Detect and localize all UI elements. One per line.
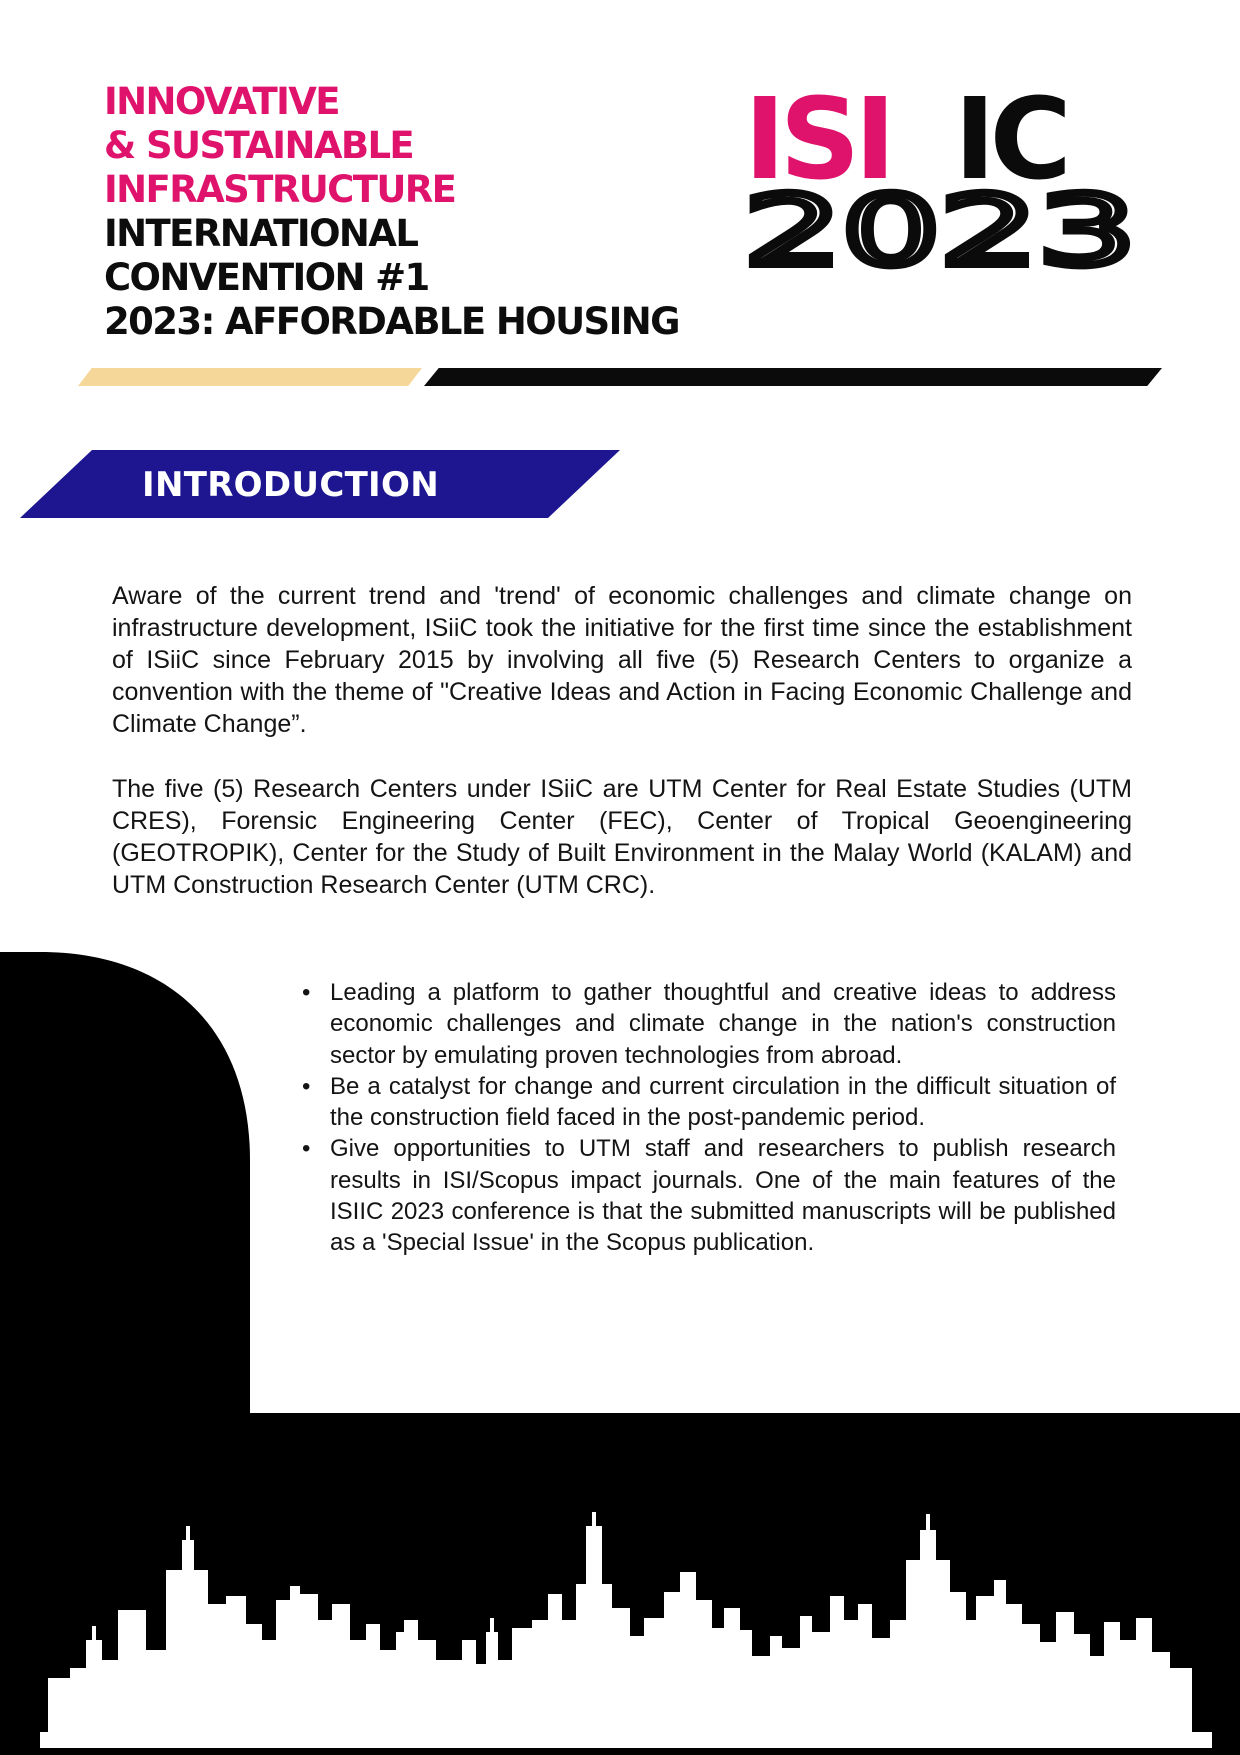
title-line-5: CONVENTION #1 — [104, 256, 429, 299]
list-item-text: Give opportunities to UTM staff and researchers to publish research results in ISI/Scopus impact journals. One of the main features of the ISIIC 2023 conference is that the submitted manuscripts will be published as a 'Special Issue' in the Scopus publication. — [330, 1135, 1116, 1257]
list-item — [302, 977, 1116, 1071]
convention-title — [104, 80, 724, 344]
logo-year: 2023 — [744, 175, 1136, 282]
title-line-1: INNOVATIVE — [104, 80, 339, 123]
divider-stripe-tan — [78, 368, 422, 386]
logo-text-isi: ISI — [744, 92, 891, 205]
list-item-text: Leading a platform to gather thoughtful and creative ideas to address economic challenges and climate change in the nation's construction sector by emulating proven technologies from abroad. — [330, 979, 1116, 1069]
isiic-2023-logo — [740, 92, 1140, 282]
title-line-6: 2023: AFFORDABLE HOUSING — [104, 300, 679, 343]
section-title: INTRODUCTION — [142, 465, 439, 505]
title-line-4: INTERNATIONAL — [104, 212, 418, 255]
title-line-3: INFRASTRUCTURE — [104, 168, 456, 211]
intro-paragraph-1: Aware of the current trend and 'trend' of economic challenges and climate change on infrastructure development, ISiiC took the initiative for the first time since the establishment of ISiiC since February 2015 by involving all five (5) Research Centers to organize a convention with the theme of "Creative Ideas and Action in Facing Economic Challenge and Climate Change”. — [112, 582, 1132, 738]
city-skyline-illustration — [0, 1500, 1240, 1755]
objectives-list — [302, 977, 1116, 1259]
title-line-2: & SUSTAINABLE — [104, 124, 414, 167]
logo-text-ic: IC — [954, 92, 1066, 205]
list-item — [302, 1071, 1116, 1134]
list-item — [302, 1133, 1116, 1258]
list-item-text: Be a catalyst for change and current circulation in the difficult situation of the construction field faced in the post-pandemic period. — [330, 1072, 1116, 1132]
bullet-icon: • — [302, 1135, 311, 1163]
intro-paragraph-2: The five (5) Research Centers under ISiiC are UTM Center for Real Estate Studies (UTM CRES), Forensic Engineering Center (FEC), Center of Tropical Geoengineering (GEOTROPIK), Center for the Study of Built Environment in the Malay World (KALAM) and UTM Construction Research Center (UTM CRC). — [112, 775, 1132, 899]
bullet-icon: • — [302, 979, 311, 1006]
divider-stripe-black — [424, 368, 1162, 386]
bullet-icon: • — [302, 1072, 311, 1100]
